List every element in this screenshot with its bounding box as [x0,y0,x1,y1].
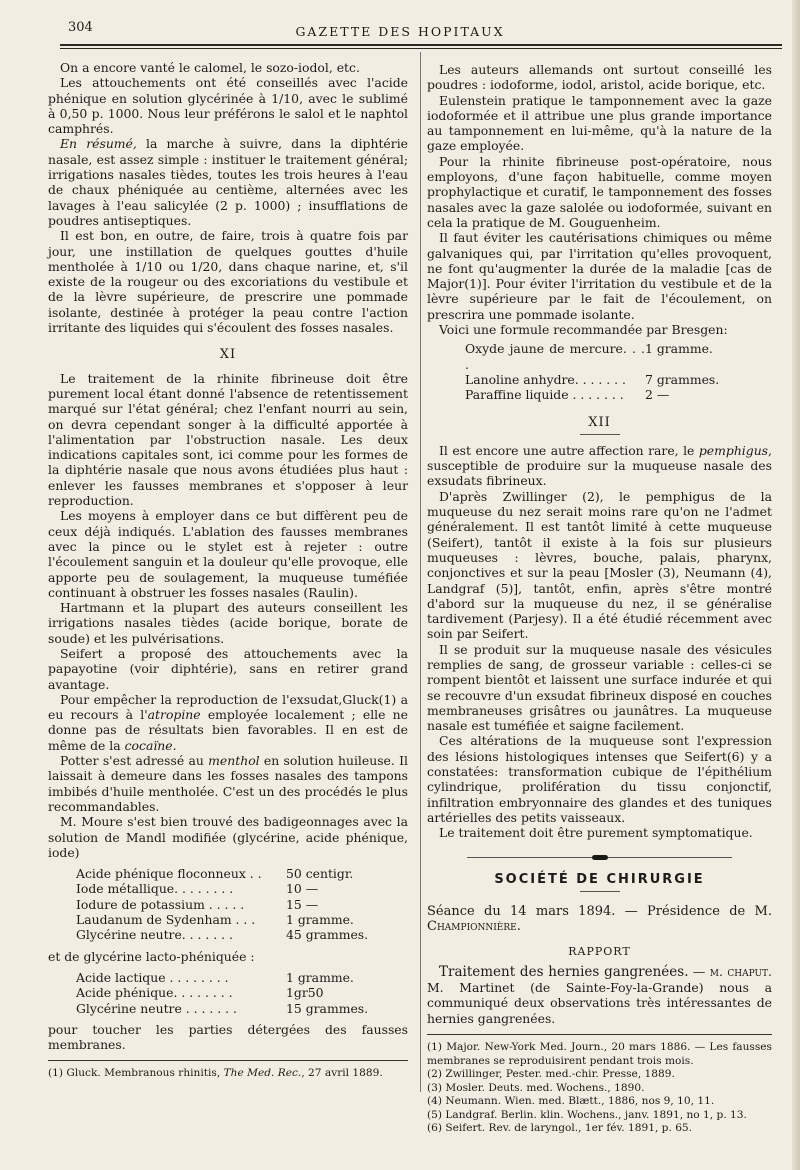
paragraph: Ces altérations de la muqueuse sont l'expression des lésions histologiques intenses que Seifert(6) y a constatées: transformation cubique de l'épithélium cylindrique, prolifération du tissu conjonctif, infiltration embryonnaire des glandes et des tuniques artérielles des petits vaisseaux. [427,733,772,825]
paragraph: Il faut éviter les cautérisations chimiques ou même galvaniques qui, par l'irritation qu'elles provoquent, ne font qu'augmenter la durée de la maladie [cas de Major(1)]. Pour éviter l'irritation du vestibule et de la lèvre supérieure par le fait de l'écoulement, on prescrira une pommade isolante. [427,230,772,322]
quantity: 1 gramme. [286,912,354,928]
footnote: (5) Landgraf. Berlin. klin. Wochens., janv. 1891, no 1, p. 13. [427,1108,747,1121]
formula-row [76,897,376,912]
quantity: 45 grammes. [286,927,369,943]
formula-mandl [76,866,408,942]
formula-row [76,866,376,881]
formula-row [76,970,376,985]
section-rule [580,434,620,435]
formula-row [465,372,725,387]
ingredient: Glycérine neutre. . . . . . . [76,927,234,943]
report-label: RAPPORT [568,945,631,959]
footnote-list [427,1041,772,1136]
ornament [592,855,608,860]
header-rule [60,44,782,46]
formula-row [465,387,725,402]
ingredient: Acide phénique. . . . . . . . [76,985,233,1001]
session-line [427,904,772,935]
paragraph: Les auteurs allemands ont surtout conseillé les poudres : iodoforme, iodol, aristol, acide borique, etc. [427,62,772,93]
paragraph: Le traitement de la rhinite fibrineuse doit être purement local étant donné l'absence de retentissement marqué sur l'état général; chez l'enfant nourri au sein, on devra cependant songer à la difficulté apportée à l'alimentation par l'obstruction nasale. Les deux indications capitales sont, ici comme pour les formes de la diphtérie nasale que nous avons étudiées plus haut : enlever les fausses membranes et s'opposer à leur reproduction. [48,370,408,509]
footnote: (1) Major. New-York Med. Journ., 20 mars 1886. — Les fausses membranes se reproduisirent pendant trois mois. [427,1040,772,1067]
paragraph-text: Potter s'est adressé au [60,753,209,769]
paragraph: Le traitement doit être purement symptomatique. [439,825,753,841]
quantity: 15 grammes. [286,1000,369,1016]
left-column [48,60,408,1080]
paragraph-text: employée localement ; elle ne donne pas de résultats bien favorables. Il en est de même de la [48,707,408,753]
footnote: (4) Neumann. Wien. med. Blætt., 1886, nos 9, 10, 11. [427,1095,715,1108]
footnote [48,1067,408,1080]
ingredient: Glycérine neutre . . . . . . . [76,1000,237,1016]
paragraph-text: , susceptible de produire sur la muqueuse nasale des exsudats fibrineux. [427,442,772,489]
formula-row [76,1001,376,1016]
paragraph: M. Moure s'est bien trouvé des badigeonnages avec la solution de Mandl modifiée (glycérine, acide phénique, iode) [48,814,408,860]
emphasis: En résumé, [60,136,137,152]
paragraph: Seifert a proposé des attouchements avec la papayotine (voir diphtérie), sans en retirer grand avantage. [48,645,408,692]
paragraph: Eulenstein pratique le tamponnement avec la gaze iodoformée et il attribue une plus grande importance au tamponnement en lui-même, qu'à la nature de la gaze employée. [427,92,772,154]
right-column [427,62,772,1136]
ingredient: Iode métallique. . . . . . . . [76,881,234,897]
ornamental-rule [467,857,732,858]
paragraph-text: Pour empêcher la reproduction de l'exsudat,Gluck(1) a eu recours à l' [48,691,408,723]
emphasis: atropine [147,707,201,723]
emphasis: menthol [208,753,260,769]
emphasis: cocaïne. [124,737,177,753]
society-heading: SOCIÉTÉ DE CHIRURGIE [494,871,705,887]
quantity: 2 — [645,387,670,403]
quantity: 1gr50 [286,985,324,1001]
page-number: 304 [68,20,93,35]
paragraph: Voici une formule recommandée par Bresgen: [439,322,728,338]
paragraph: et de glycérine lacto-phéniquée : [48,948,255,964]
paragraph: Il se produit sur la muqueuse nasale des vésicules remplies de sang, de grosseur variable : celles-ci se rompent bientôt et laissent une surface indurée et qui se recouvre d'un exsudat fibrineux disposé en couches membraneuses grisâtres ou jaunâtres. La muqueuse nasale est tuméfiée et saigne facilement. [427,641,772,734]
paragraph: Les attouchements ont été conseillés avec l'acide phénique en solution glycérinée à 1/10, avec le sublimé à 0,50 p. 1000. Nous leur préférons le salol et le naphtol camphrés. [48,75,408,137]
paragraph [427,443,772,489]
paragraph: Hartmann et la plupart des auteurs conseillent les irrigations nasales tièdes (acide borique, borate de soude) et les pulvérisations. [48,600,408,646]
header-rule-thin [60,48,782,49]
quantity: 1 gramme. [286,969,354,985]
column-divider [420,52,421,1092]
formula-row [76,881,376,896]
section-number: XII [588,414,611,430]
ingredient: Oxyde jaune de mercure. . . . [465,341,645,372]
journal-title: GAZETTE DES HOPITAUX [295,24,505,39]
ingredient: Acide phénique floconneux . . [76,866,262,882]
paragraph: Pour la rhinite fibrineuse post-opératoire, nous employons, d'une façon habituelle, comme moyen prophylactique et curatif, le tamponnement des fosses nasales avec la gaze salolée ou iodoformée, suivant en cela la pratique de M. Gouguenheim. [427,153,772,230]
case-text: M. Martinet (de Sainte-Foy-la-Grande) nous a communiqué deux observations très intéressantes de hernies gangrenées. [427,980,772,1026]
emphasis: pemphigus [698,442,769,458]
footnote-rule [48,1060,408,1061]
paragraph: Les moyens à employer dans ce but diffèrent peu de ceux déjà indiqués. L'ablation des fausses membranes avec la pince ou le stylet est à rejeter : outre l'écoulement sanguin et la douleur qu'elle provoque, elle apporte peu de soulagement, la muqueuse tuméfiée continuant à obstruer les fosses nasales (Raulin). [48,508,408,600]
quantity: 10 — [286,881,319,897]
formula-lacto-phenique [76,970,408,1016]
quantity: 50 centigr. [286,866,354,882]
section-number: XI [219,347,237,363]
quantity: 15 — [286,896,319,912]
ingredient: Laudanum de Sydenham . . . [76,912,256,928]
paragraph-text: la marche à suivre, dans la diphtérie nasale, est assez simple : instituer le traitement général; irrigations nasales tièdes, toutes les trois heures à l'eau de chaux phéniquée au centième, alternées avec les lavages à l'eau salicylée (2 p. 1000) ; insufflations de poudres antiseptiques. [48,136,408,228]
footnote: (2) Zwillinger, Pester. med.-chir. Presse, 1889. [427,1068,675,1081]
paragraph [48,136,408,228]
paragraph [48,753,408,814]
case-title: Traitement des hernies gangrenées. [439,963,689,980]
section-heading [48,347,408,362]
formula-row [465,341,725,372]
footnote-text: , 27 avril 1889. [301,1067,383,1080]
paragraph: On a encore vanté le calomel, le sozo-iodol, etc. [60,60,360,75]
formula-row [76,985,376,1000]
paragraph: D'après Zwillinger (2), le pemphigus de la muqueuse du nez serait moins rare qu'on ne l'admet généralement. Il est tantôt limité à cette muqueuse (Seifert), tantôt il existe à la fois sur plusieurs muqueuses : lèvres, bouche, palais, pharynx, conjonctives et sur la peau [Mosler (3), Neumann (4), Landgraf (5)], tantôt, enfin, après s'être montré d'abord sur la muqueuse du nez, il se généralise tardivement (Parjesy). Il a été étudié récemment avec soin par Seifert. [427,488,772,642]
section-heading [427,415,772,435]
footnote-text: (1) Gluck. Membranous rhinitis, [48,1067,224,1080]
case-paragraph [427,964,772,1026]
ingredient: Paraffine liquide . . . . . . . [465,387,624,403]
ingredient: Lanoline anhydre. . . . . . . [465,371,626,387]
formula-bresgen [465,341,772,402]
footnote: (3) Mosler. Deuts. med. Wochens., 1890. [427,1081,645,1094]
quantity: 7 grammes. [645,371,720,387]
emphasis: The Med. Rec. [223,1067,302,1080]
ingredient: Iodure de potassium . . . . . [76,896,245,912]
paragraph: pour toucher les parties détergées des fausses membranes. [48,1021,408,1053]
formula-row [76,927,376,942]
formula-row [76,912,376,927]
footnote-rule [427,1034,772,1035]
session-text: Séance du 14 mars 1894. — Présidence de M. [427,903,772,919]
quantity: 1 gramme. [645,341,713,357]
society-rule [580,891,620,892]
footnote: (6) Seifert. Rev. de laryngol., 1er fév. 1891, p. 65. [427,1122,693,1135]
paragraph: Il est bon, en outre, de faire, trois à quatre fois par jour, une instillation de quelques gouttes d'huile mentholée à 1/10 ou 1/20, dans chaque narine, et, s'il existe de la rougeur ou des excoriations du vestibule et de la lèvre supérieure, de prescrire une pommade isolante, destinée à protéger la peau contre l'action irritante des liquides qui s'écoulent des fosses nasales. [48,228,408,336]
case-author: — m. chaput. [688,963,772,979]
paragraph-text: Il est encore une autre affection rare, le [439,442,699,458]
ingredient: Acide lactique . . . . . . . . [76,969,229,985]
paragraph-text: en solution huileuse. Il laissait à demeure dans les fosses nasales des tampons imbibés d'huile mentholée. C'est un des procédés le plus recommandables. [48,753,408,814]
president-name: Championnière. [427,919,521,935]
page-edge [792,0,800,1170]
paragraph [48,692,408,753]
